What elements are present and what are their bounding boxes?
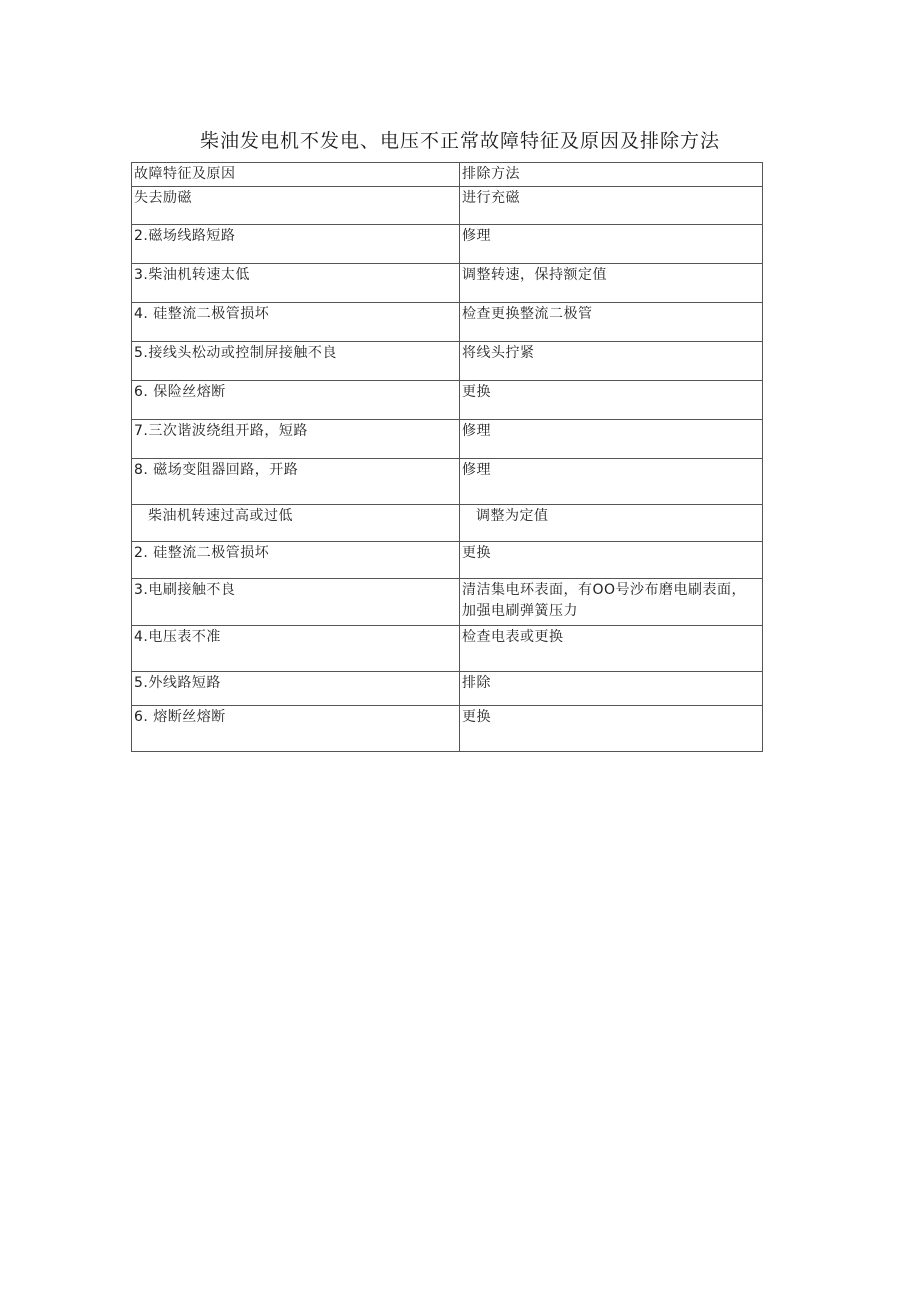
table-row: [132, 225, 763, 264]
cause-cell: 7.三次谐波绕组开路，短路: [132, 420, 460, 459]
cause-cell: 4.电压表不准: [132, 626, 460, 672]
cause-cell: 4. 硅整流二极管损坏: [132, 303, 460, 342]
table-row: [132, 381, 763, 420]
remedy-cell: 检查电表或更换: [460, 626, 763, 672]
remedy-cell: 更换: [460, 381, 763, 420]
cause-cell: 6. 保险丝熔断: [132, 381, 460, 420]
table-row: [132, 672, 763, 706]
cause-cell: 2.磁场线路短路: [132, 225, 460, 264]
page-title: 柴油发电机不发电、电压不正常故障特征及原因及排除方法: [200, 130, 721, 152]
table-row: [132, 542, 763, 579]
remedy-cell: 检查更换整流二极管: [460, 303, 763, 342]
remedy-cell: 修理: [460, 420, 763, 459]
remedy-cell: 进行充磁: [460, 187, 763, 225]
cause-cell: 5.接线头松动或控制屏接触不良: [132, 342, 460, 381]
table-row: [132, 303, 763, 342]
remedy-cell: 调整转速，保持额定值: [460, 264, 763, 303]
cause-cell: 3.电刷接触不良: [132, 579, 460, 626]
remedy-cell: 调整为定值: [460, 505, 763, 542]
table-row: [132, 187, 763, 225]
table-row: [132, 264, 763, 303]
remedy-cell: 更换: [460, 706, 763, 752]
header-cause: 故障特征及原因: [132, 163, 460, 187]
fault-table: [131, 162, 763, 752]
table-row: [132, 420, 763, 459]
table-row: [132, 342, 763, 381]
remedy-cell: 排除: [460, 672, 763, 706]
table-row: [132, 459, 763, 505]
cause-cell: 5.外线路短路: [132, 672, 460, 706]
table-row: [132, 626, 763, 672]
remedy-cell: 清洁集电环表面，有OO号沙布磨电刷表面，加强电刷弹簧压力: [460, 579, 763, 626]
remedy-cell: 更换: [460, 542, 763, 579]
cause-cell: 8. 磁场变阻器回路，开路: [132, 459, 460, 505]
cause-cell: 6. 熔断丝熔断: [132, 706, 460, 752]
cause-cell: 3.柴油机转速太低: [132, 264, 460, 303]
cause-cell: 2. 硅整流二极管损坏: [132, 542, 460, 579]
cause-cell: 失去励磁: [132, 187, 460, 225]
remedy-cell: 将线头拧紧: [460, 342, 763, 381]
remedy-cell: 修理: [460, 459, 763, 505]
remedy-cell: 修理: [460, 225, 763, 264]
table-row: [132, 706, 763, 752]
table-row: [132, 579, 763, 626]
header-remedy: 排除方法: [460, 163, 763, 187]
table-header-row: [132, 163, 763, 187]
table-row: [132, 505, 763, 542]
cause-cell: 柴油机转速过高或过低: [132, 505, 460, 542]
